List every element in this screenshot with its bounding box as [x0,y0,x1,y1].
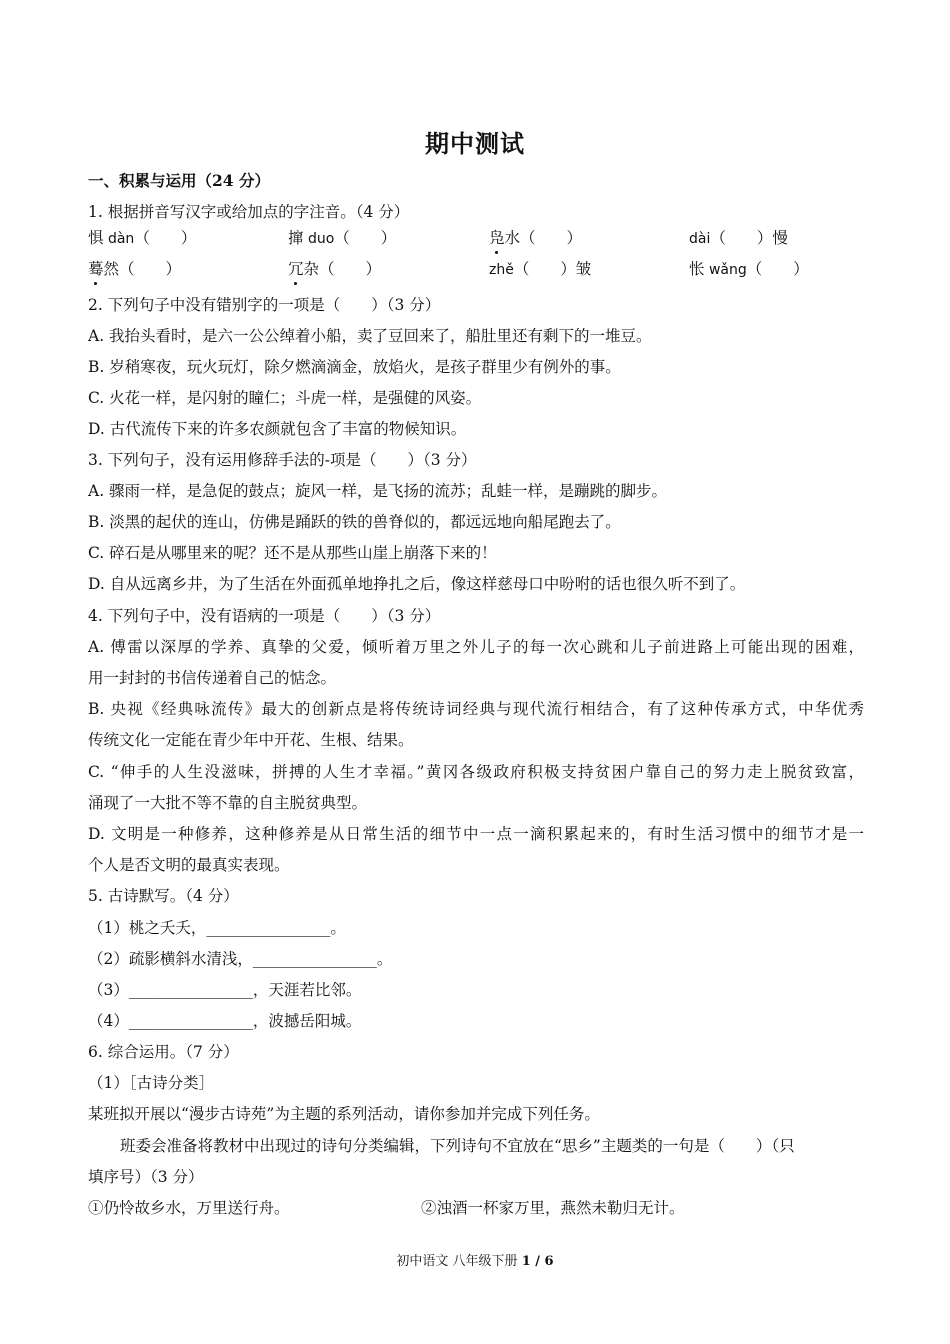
q6-intro: 某班拟开展以“漫步古诗苑”为主题的系列活动，请你参加并完成下列任务。 [88,1105,600,1123]
question-5-stem: 5. 古诗默写。（4 分） [88,887,239,905]
page-number: 1 / 6 [521,1254,554,1269]
q6-subheading: （1）［古诗分类］ [88,1074,215,1092]
q3-option-b: B. 淡黑的起伏的连山，仿佛是踊跃的铁的兽脊似的，都远远地向船尾跑去了。 [88,513,621,531]
q1-item-1: 惧 dàn（ ） [88,229,197,247]
page-footer [0,1250,950,1269]
q2-option-c: C. 火花一样，是闪射的瞳仁；斗虎一样，是强健的风姿。 [88,389,482,407]
q1-item-7: zhě（ ）皱 [489,260,592,278]
section-heading: 一、积累与运用（24 分） [88,171,270,190]
q3-option-d: D. 自从远离乡井，为了生活在外面孤单地挣扎之后，像这样慈母口中吩咐的话也很久听不到了。 [88,575,746,593]
q4-option-b-line2: 传统文化一定能在青少年中开花、生根、结果。 [88,731,414,749]
q4-option-d-line2: 个人是否文明的最真实表现。 [88,856,290,874]
q2-option-a: A. 我抬头看时，是六一公公绰着小船，卖了豆回来了，船肚里还有剩下的一堆豆。 [88,327,652,345]
question-4-stem: 4. 下列句子中，没有语病的一项是（ ）（3 分） [88,607,441,625]
question-2-stem: 2. 下列句子中没有错别字的一项是（ ）（3 分） [88,296,441,314]
q6-task-line2: 填序号）（3 分） [88,1168,204,1186]
footer-label: 初中语文 八年级下册 [396,1254,522,1269]
q4-option-c-line2: 涌现了一大批不等不靠的自主脱贫典型。 [88,794,368,812]
q6-option-2: ②浊酒一杯家万里，燕然未勒归无计。 [421,1199,685,1217]
q2-option-b: B. 岁稍寒夜，玩火玩灯，除夕燃滴滴金，放焰火，是孩子群里少有例外的事。 [88,358,621,376]
q1-item-3: 凫水（ ） [489,229,583,247]
q4-option-c-line1: C. “伸手的人生没滋味，拼搏的人生才幸福。”黄冈各级政府积极支持贫困户靠自己的努力走上脱贫致富， [88,763,864,781]
q6-option-1: ①仍怜故乡水，万里送行舟。 [88,1199,290,1217]
q3-option-a: A. 骤雨一样，是急促的鼓点；旋风一样，是飞扬的流苏；乱蛙一样，是蹦跳的脚步。 [88,482,668,500]
q6-task-line1: 班委会准备将教材中出现过的诗句分类编辑，下列诗句不宜放在“思乡”主题类的一句是（ ）（只 [120,1137,795,1155]
q1-item-2: 撺 duo（ ） [288,229,397,247]
q1-item-8: 怅 wǎng（ ） [689,260,809,278]
question-6-stem: 6. 综合运用。（7 分） [88,1043,239,1061]
q4-option-a-line1: A. 傅雷以深厚的学养、真挚的父爱，倾听着万里之外儿子的每一次心跳和儿子前进路上可能出现的困难， [88,638,864,656]
q5-line-4: （4）________________，波撼岳阳城。 [88,1012,362,1030]
question-1-stem: 1. 根据拼音写汉字或给加点的字注音。（4 分） [88,203,410,221]
q2-option-d: D. 古代流传下来的许多农颜就包含了丰富的物候知识。 [88,420,467,438]
q4-option-a-line2: 用一封封的书信传递着自己的惦念。 [88,669,337,687]
q1-item-5: 蓦然（ ） [88,260,182,278]
q4-option-d-line1: D. 文明是一种修养，这种修养是从日常生活的细节中一点一滴积累起来的，有时生活习惯中的细节才是一 [88,825,864,843]
q1-item-4: dài（ ）慢 [689,229,788,247]
q4-option-b-line1: B. 央视《经典咏流传》最大的创新点是将传统诗词经典与现代流行相结合，有了这种传承方式，中华优秀 [88,700,864,718]
q5-line-1: （1）桃之夭夭，________________。 [88,919,346,937]
question-3-stem: 3. 下列句子，没有运用修辞手法的-项是（ ）（3 分） [88,451,477,469]
page-title: 期中测试 [425,129,525,158]
q5-line-3: （3）________________，天涯若比邻。 [88,981,362,999]
q1-item-6: 冗杂（ ） [288,260,382,278]
q3-option-c: C. 碎石是从哪里来的呢？还不是从那些山崖上崩落下来的！ [88,544,497,562]
q5-line-2: （2）疏影横斜水清浅，________________。 [88,950,393,968]
